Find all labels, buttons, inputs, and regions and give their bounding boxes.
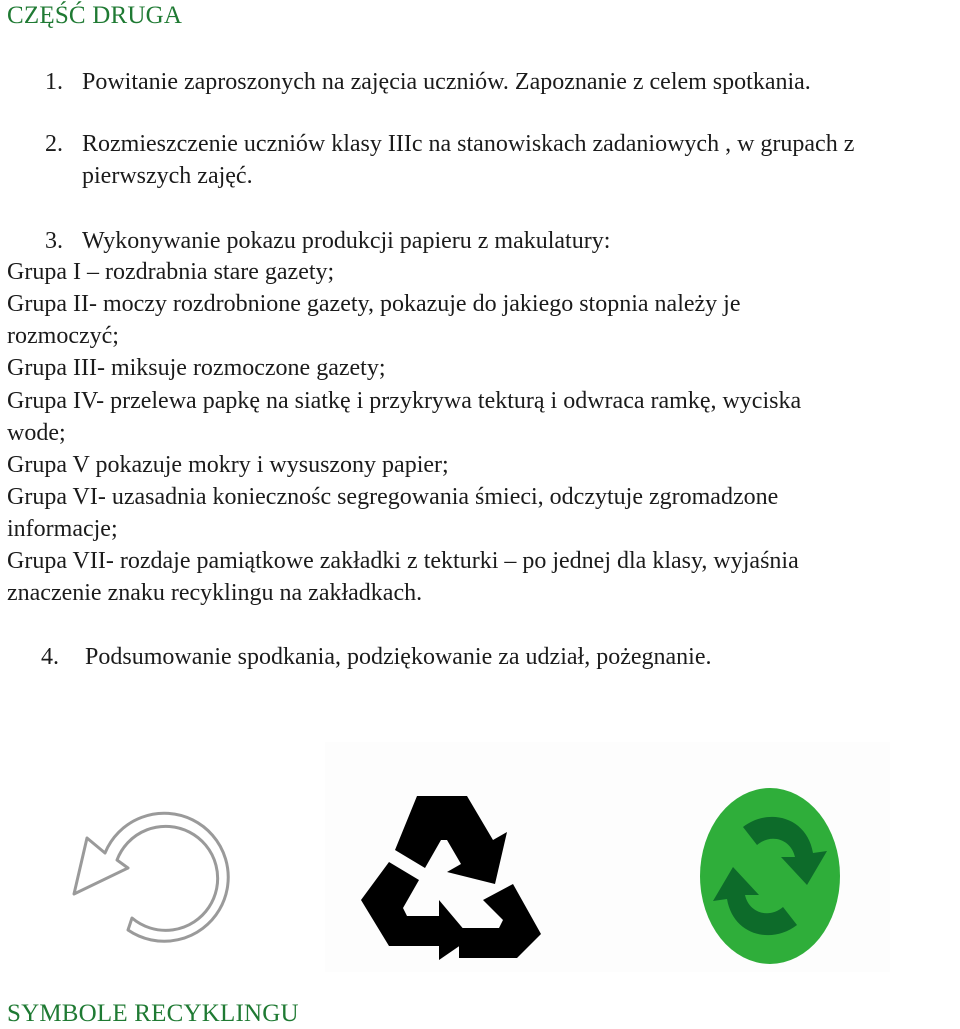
list-item-2	[45, 128, 854, 160]
group-line: Grupa VI- uzasadnia koniecznośc segregowania śmieci, odczytuje zgromadzone	[7, 484, 779, 510]
group-line: rozmoczyć;	[7, 323, 119, 349]
group-line: Grupa V pokazuje mokry i wysuszony papier;	[7, 452, 449, 478]
green-dot-icon	[695, 783, 845, 968]
list-item-4	[41, 641, 711, 673]
group-line: Grupa IV- przelewa papkę na siatkę i przykrywa tekturą i odwraca ramkę, wyciska	[7, 388, 802, 414]
recycling-triangle-icon	[355, 788, 545, 962]
group-line: znaczenie znaku recyklingu na zakładkach.	[7, 580, 423, 606]
group-line: Grupa II- moczy rozdrobnione gazety, pokazuje do jakiego stopnia należy je	[7, 291, 741, 317]
item-number: 3.	[45, 228, 63, 254]
footer-heading: SYMBOLE RECYKLINGU	[7, 1000, 299, 1027]
list-item-1	[45, 66, 811, 98]
list-item-2-continuation: pierwszych zajęć.	[82, 163, 253, 189]
group-line: Grupa VII- rozdaje pamiątkowe zakładki z tekturki – po jednej dla klasy, wyjaśnia	[7, 548, 799, 574]
item-number: 1.	[45, 69, 63, 95]
group-line: informacje;	[7, 516, 118, 542]
section-heading: CZĘŚĆ DRUGA	[7, 2, 183, 29]
group-line: Grupa III- miksuje rozmoczone gazety;	[7, 355, 386, 381]
group-line: wode;	[7, 420, 66, 446]
item-text: Powitanie zaproszonych na zajęcia uczniów. Zapoznanie z celem spotkania.	[82, 69, 811, 95]
item-text: Podsumowanie spodkania, podziękowanie za udział, pożegnanie.	[85, 644, 712, 670]
item-number: 4.	[41, 644, 59, 670]
item-text: Wykonywanie pokazu produkcji papieru z makulatury:	[82, 228, 611, 254]
item-text: Rozmieszczenie uczniów klasy IIIc na stanowiskach zadaniowych , w grupach z	[82, 131, 855, 157]
group-line: Grupa I – rozdrabnia stare gazety;	[7, 259, 335, 285]
circular-arrow-outline-icon	[62, 782, 236, 956]
item-number: 2.	[45, 131, 63, 157]
list-item-3	[45, 225, 610, 257]
